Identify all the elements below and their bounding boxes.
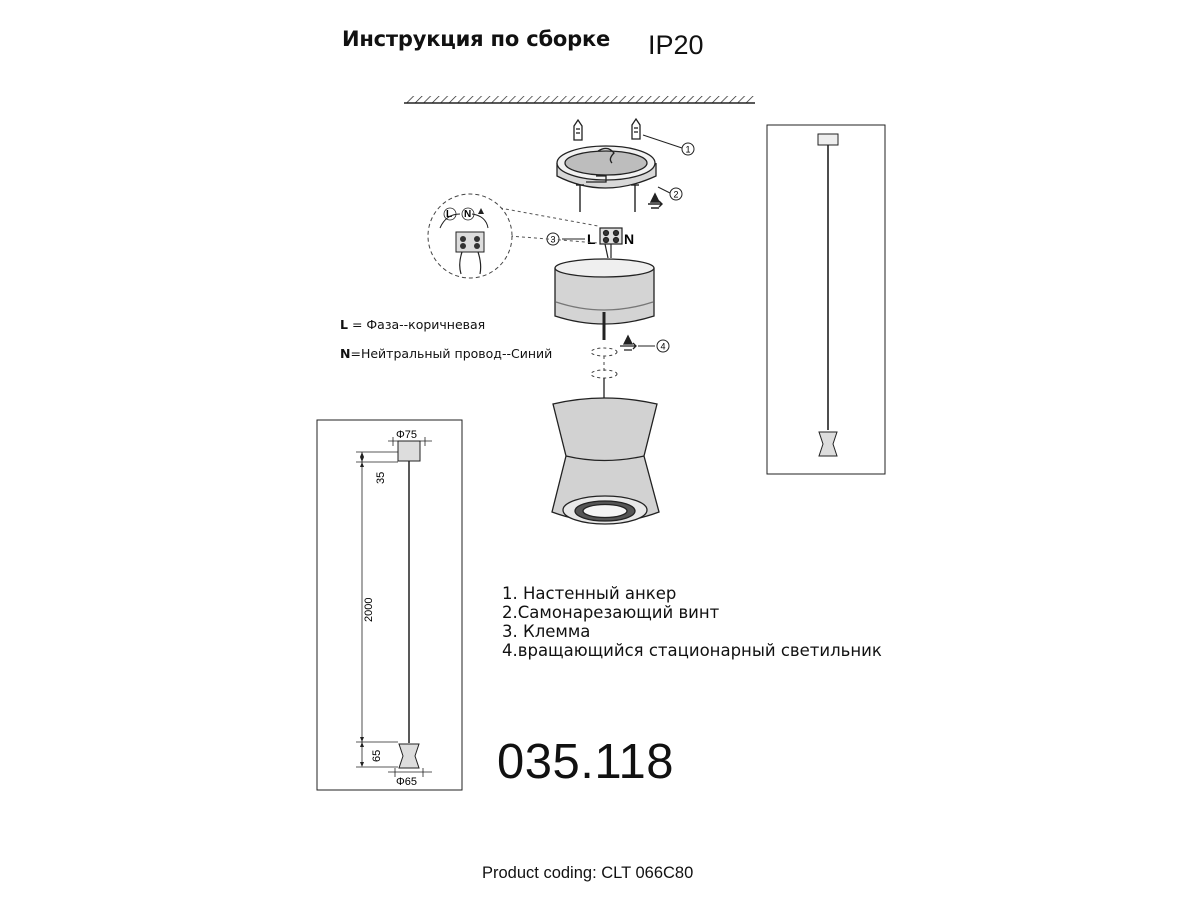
ip-rating: IP20 xyxy=(648,30,704,60)
legend-neutral-text: =Нейтральный провод--Синий xyxy=(350,346,553,361)
rotation-icon xyxy=(620,336,636,350)
svg-text:L: L xyxy=(446,209,453,220)
dim-top-diameter: Φ75 xyxy=(396,429,418,441)
parts-list-item: 4.вращающийся стационарный светильник xyxy=(502,641,882,660)
screws xyxy=(576,185,662,212)
dim-cable-length: 2000 xyxy=(363,597,375,622)
callout-2: 2 xyxy=(673,189,679,200)
lamp-shade xyxy=(552,398,659,524)
model-number: 035.118 xyxy=(497,735,674,789)
terminal-label-n: N xyxy=(624,231,635,247)
wiring-detail-circle xyxy=(428,194,512,278)
page-title: Инструкция по сборке xyxy=(342,27,611,51)
parts-list-item: 3. Клемма xyxy=(502,622,591,641)
parts-list-item: 1. Настенный анкер xyxy=(502,584,677,603)
legend-phase xyxy=(340,317,485,332)
dim-bottom-height: 65 xyxy=(371,749,383,762)
legend-neutral xyxy=(340,346,552,361)
wall-anchors xyxy=(574,119,640,140)
lamp-upper-body xyxy=(555,259,654,340)
svg-text:N: N xyxy=(464,209,472,220)
terminal-label-l: L xyxy=(587,231,596,247)
terminal-block xyxy=(600,228,622,258)
parts-list-item: 2.Самонарезающий винт xyxy=(502,603,720,622)
pendant-overview xyxy=(767,125,885,474)
callout-1: 1 xyxy=(685,144,691,155)
callout-4: 4 xyxy=(660,341,666,352)
dashed-connector xyxy=(591,348,617,378)
ceiling-canopy xyxy=(557,146,656,188)
parts-list xyxy=(502,584,882,660)
product-coding: Product coding: CLT 066C80 xyxy=(482,864,694,882)
dim-top-height: 35 xyxy=(375,471,387,484)
dim-bottom-diameter: Φ65 xyxy=(396,776,418,788)
legend-phase-key: L xyxy=(340,317,348,332)
legend-neutral-key: N xyxy=(340,346,351,361)
callout-3: 3 xyxy=(550,234,556,245)
ceiling xyxy=(404,96,755,103)
legend-phase-text: = Фаза--коричневая xyxy=(351,317,486,332)
dimension-drawing xyxy=(317,420,462,790)
